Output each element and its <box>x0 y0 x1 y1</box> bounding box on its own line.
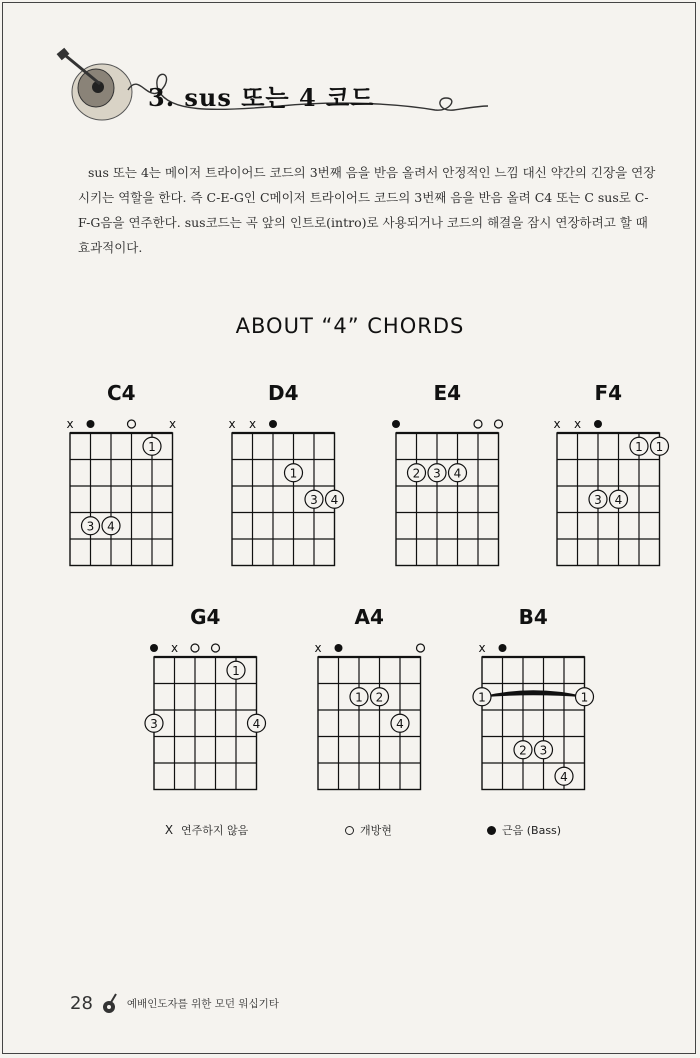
legend-open <box>345 822 392 838</box>
legend-muted-label: 연주하지 않음 <box>181 824 249 837</box>
legend-bass-label: 근음 (Bass) <box>502 824 562 837</box>
open-string-marker <box>495 420 503 428</box>
finger-number: 1 <box>580 690 589 705</box>
muted-string-marker: x <box>553 417 561 431</box>
bass-note-marker <box>150 644 158 652</box>
bass-note-marker <box>87 420 95 428</box>
muted-string-marker: x <box>573 417 582 431</box>
chord-name-e4: E4 <box>433 381 462 405</box>
section-title: 3. sus 또는 4 코드 <box>148 83 375 112</box>
finger-number: 3 <box>86 519 95 534</box>
muted-string-marker: x <box>170 641 179 655</box>
guitar-small-icon <box>101 992 119 1014</box>
open-string-marker <box>212 644 220 652</box>
muted-string-marker: x <box>66 417 74 431</box>
finger-number: 1 <box>289 466 298 481</box>
chord-name-f4: F4 <box>594 381 623 405</box>
muted-icon: X <box>164 823 174 837</box>
finger-number: 1 <box>232 663 240 678</box>
finger-number: 4 <box>453 466 462 481</box>
muted-string-marker: x <box>314 641 322 655</box>
chord-name-c4: C4 <box>106 381 136 405</box>
finger-number: 4 <box>396 716 404 731</box>
chord-name-d4: D4 <box>267 381 299 405</box>
legend-bass <box>487 822 561 838</box>
finger-number: 3 <box>433 466 441 481</box>
book-title: 예배인도자를 위한 모던 워십기타 <box>126 997 279 1010</box>
finger-number: 3 <box>539 743 548 758</box>
finger-number: 2 <box>519 743 527 758</box>
muted-string-marker: x <box>478 641 486 655</box>
finger-number: 3 <box>310 492 318 507</box>
bass-note-marker <box>269 420 277 428</box>
finger-number: 2 <box>375 690 384 705</box>
finger-number: 2 <box>412 466 421 481</box>
finger-number: 4 <box>107 519 115 534</box>
finger-number: 4 <box>252 716 261 731</box>
finger-number: 3 <box>150 716 158 731</box>
barre-b4 <box>482 691 585 697</box>
muted-string-marker: x <box>228 417 236 431</box>
bass-note-marker <box>499 644 507 652</box>
finger-number: 4 <box>560 769 568 784</box>
open-string-marker <box>474 420 482 428</box>
open-string-marker <box>417 644 425 652</box>
bass-note-marker <box>392 420 400 428</box>
bass-dot-icon <box>487 826 496 835</box>
finger-number: 3 <box>594 492 602 507</box>
footer <box>70 992 279 1014</box>
finger-number: 1 <box>655 439 664 454</box>
chord-name-a4: A4 <box>354 605 384 629</box>
legend-open-label: 개방현 <box>360 824 392 837</box>
muted-string-marker: x <box>248 417 257 431</box>
open-string-icon <box>345 826 354 835</box>
muted-string-marker: x <box>168 417 177 431</box>
open-string-marker <box>128 420 136 428</box>
chord-name-g4: G4 <box>190 605 221 629</box>
fretboard-e4 <box>396 433 499 566</box>
finger-number: 1 <box>148 439 156 454</box>
page-number: 28 <box>70 992 93 1014</box>
intro-paragraph: sus 또는 4는 메이저 트라이어드 코드의 3번째 음을 반음 올려서 안정적인 느낌 대신 약간의 긴장을 연장시키는 역할을 한다. 즉 C-E-G인 C메이저 트라이어드 코드의 3번째 음을 반음 올려 C4 또는 C sus로 C-F-G음을 연주한다. sus코드는 곡 앞의 인트로(intro)로 사용되거나 코드의 해결을 잠시 연장하려고 할 때 효과적이다. <box>78 165 656 255</box>
finger-number: 1 <box>355 690 363 705</box>
finger-number: 1 <box>635 439 643 454</box>
finger-number: 1 <box>478 690 486 705</box>
chord-chart-heading: ABOUT “4” CHORDS <box>235 314 465 338</box>
legend-muted <box>163 822 248 838</box>
open-string-marker <box>191 644 199 652</box>
finger-number: 4 <box>330 492 339 507</box>
bass-note-marker <box>335 644 343 652</box>
finger-number: 4 <box>614 492 623 507</box>
chord-name-b4: B4 <box>518 605 548 629</box>
bass-note-marker <box>594 420 602 428</box>
